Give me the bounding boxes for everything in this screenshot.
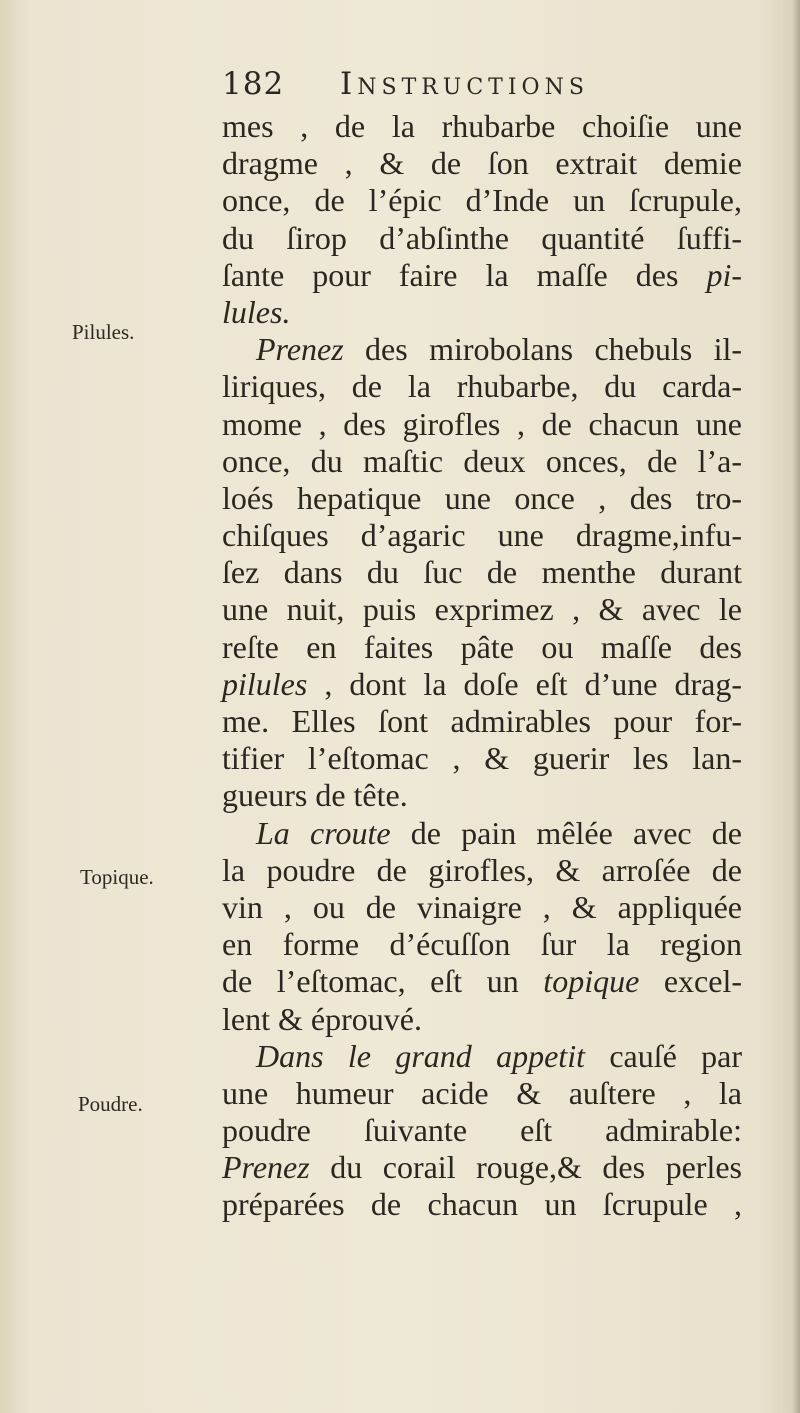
text-line: la poudre de girofles, & arroſée de bbox=[222, 851, 742, 888]
text-line bbox=[222, 1149, 742, 1186]
text-line: du ſirop d’abſinthe quantité ſuffi- bbox=[222, 219, 742, 256]
text-line: mome , des girofles , de chacun une bbox=[222, 405, 742, 442]
text-line: préparées de chacun un ſcrupule , bbox=[222, 1186, 742, 1223]
italic-run: Prenez bbox=[256, 331, 344, 368]
text-line: une nuit, puis exprimez , & avec le bbox=[222, 591, 742, 628]
italic-run: pi- bbox=[706, 256, 742, 293]
text-line: once, de l’épic d’Inde un ſcrupule, bbox=[222, 182, 742, 219]
text-line bbox=[222, 666, 742, 703]
margin-note-topique: Topique. bbox=[80, 865, 154, 889]
text-line: reſte en faites pâte ou maſſe des bbox=[222, 628, 742, 665]
text-run: ſante pour faire la maſſe des bbox=[222, 256, 707, 293]
text-line bbox=[222, 1038, 742, 1075]
page-number: 182 bbox=[222, 66, 285, 102]
text-line: dragme , & de ſon extrait demie bbox=[222, 145, 742, 182]
text-line: once, du maſtic deux onces, de l’a- bbox=[222, 442, 742, 479]
text-run: cauſé par bbox=[584, 1037, 743, 1074]
text-line: mes , de la rhubarbe choiſie une bbox=[222, 108, 742, 144]
text-run: des mirobolans chebuls il- bbox=[343, 331, 742, 368]
text-line: ſez dans du ſuc de menthe durant bbox=[222, 554, 742, 591]
text-line bbox=[222, 331, 742, 368]
text-run: de l’eſtomac, eſt un bbox=[222, 963, 544, 1000]
text-line: poudre ſuivante eſt admirable: bbox=[222, 1112, 742, 1149]
text-line: lules. bbox=[222, 293, 291, 330]
text-line bbox=[222, 963, 742, 1000]
text-line: une humeur acide & auſtere , la bbox=[222, 1074, 742, 1111]
text-line: lent & éprouvé. bbox=[222, 1000, 422, 1037]
text-line bbox=[222, 257, 742, 294]
text-run: du corail rouge,& des perles bbox=[309, 1149, 742, 1186]
text-line: me. Elles ſont admirables pour for- bbox=[222, 703, 742, 739]
text-line: gueurs de tête. bbox=[222, 777, 408, 814]
italic-run: Dans le grand appetit bbox=[256, 1037, 585, 1074]
running-title: Instructions bbox=[340, 66, 589, 102]
italic-run: topique bbox=[543, 963, 640, 1000]
text-line: liriques, de la rhubarbe, du carda- bbox=[222, 368, 742, 405]
margin-note-pilules: Pilules. bbox=[72, 320, 135, 344]
italic-run: La croute bbox=[256, 814, 391, 851]
text-line: tifier l’eſtomac , & guerir les lan- bbox=[222, 740, 742, 777]
text-run: , dont la doſe eſt d’une drag- bbox=[307, 665, 742, 702]
italic-run: pilules bbox=[222, 665, 308, 702]
body-text bbox=[222, 108, 742, 1224]
text-line: vin , ou de vinaigre , & appliquée bbox=[222, 888, 742, 925]
italic-run: Prenez bbox=[222, 1149, 310, 1186]
text-run: de pain mêlée avec de bbox=[390, 814, 743, 851]
text-line: chiſques d’agaric une dragme,infu- bbox=[222, 517, 742, 554]
text-line: loés hepatique une once , des tro- bbox=[222, 479, 742, 516]
margin-note-poudre: Poudre. bbox=[78, 1092, 143, 1116]
running-header bbox=[222, 58, 742, 110]
text-line bbox=[222, 815, 742, 852]
text-run: excel- bbox=[639, 963, 743, 1000]
text-line: en forme d’écuſſon ſur la region bbox=[222, 926, 742, 963]
